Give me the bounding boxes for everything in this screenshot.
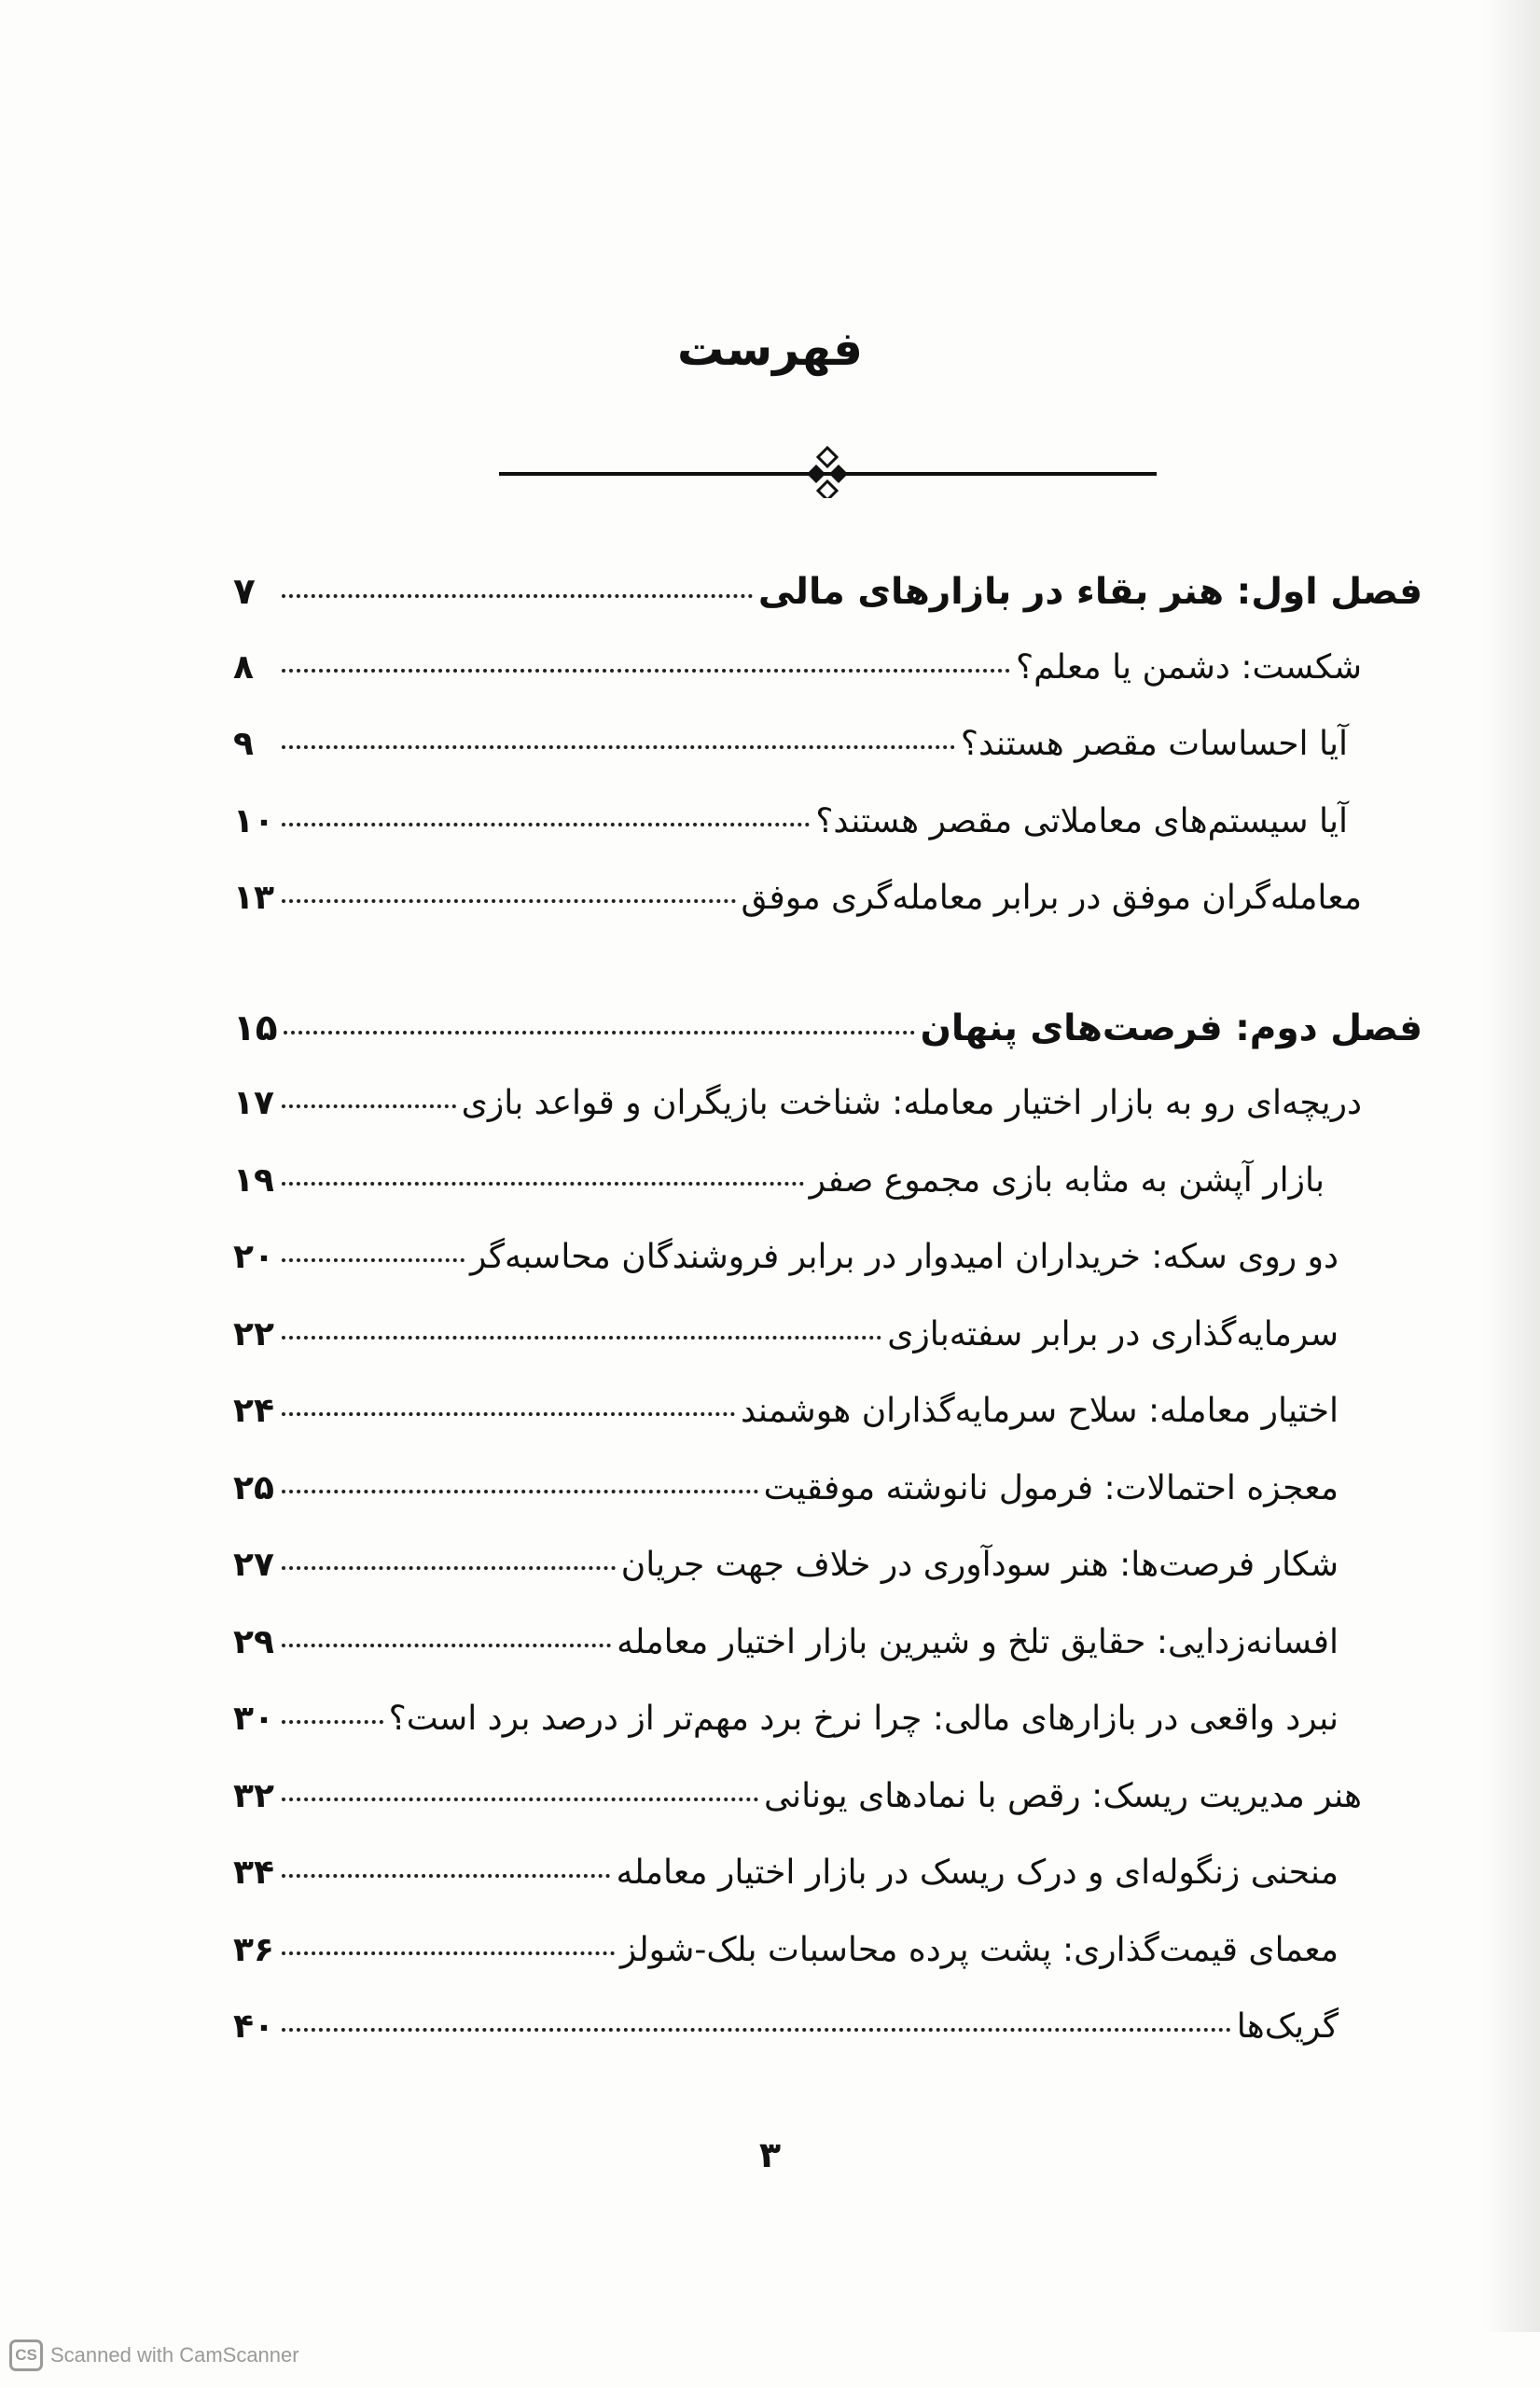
toc-page-number: ۲۲ [233, 1314, 274, 1354]
toc-entry [233, 1853, 1422, 1931]
toc-page-number: ۱۵ [233, 1007, 278, 1049]
camscanner-logo-icon: CS [9, 2339, 43, 2371]
toc-label: معمای قیمت‌گذاری: پشت پرده محاسبات بلک-شولز [619, 1930, 1339, 1969]
toc-label: گریک‌ها [1236, 2007, 1339, 2046]
toc-page-number: ۱۹ [233, 1160, 274, 1200]
toc-dot-leader [282, 1798, 758, 1801]
toc-entry [233, 802, 1422, 880]
toc-dot-leader [282, 1412, 735, 1416]
toc-page-number: ۳۶ [233, 1930, 274, 1969]
toc-entry [233, 648, 1422, 726]
toc-dot-leader [282, 1490, 758, 1493]
toc-page-number: ۳۲ [233, 1776, 274, 1815]
toc-dot-leader [282, 1720, 383, 1724]
toc-dot-leader [282, 669, 1010, 673]
toc-dot-leader [282, 2028, 1231, 2032]
toc-label: منحنی زنگوله‌ای و درک ریسک در بازار اختیار معامله [616, 1853, 1339, 1892]
toc-label: اختیار معامله: سلاح سرمایه‌گذاران هوشمند [740, 1392, 1339, 1430]
toc-dot-leader [282, 1644, 611, 1647]
table-of-contents [233, 571, 1422, 2085]
scanner-watermark [9, 2339, 299, 2371]
toc-chapter-2 [233, 1007, 1422, 1085]
toc-entry [233, 2007, 1422, 2085]
toc-entry [233, 879, 1422, 956]
toc-page-number: ۱۷ [233, 1084, 274, 1122]
toc-dot-leader [282, 823, 810, 826]
toc-page-number: ۲۵ [233, 1468, 274, 1507]
toc-label: سرمایه‌گذاری در برابر سفته‌بازی [887, 1314, 1339, 1354]
toc-entry [233, 1623, 1422, 1701]
toc-entry [233, 1546, 1422, 1623]
toc-page-number: ۲۷ [233, 1546, 274, 1584]
toc-entry [233, 1238, 1422, 1315]
toc-label: شکست: دشمن یا معلم؟ [1015, 647, 1362, 687]
toc-dot-leader [282, 1566, 616, 1570]
toc-dot-leader [282, 594, 753, 598]
toc-entry [233, 1931, 1422, 2008]
toc-entry [233, 1161, 1422, 1239]
toc-label: فصل اول: هنر بقاء در بازارهای مالی [757, 571, 1422, 613]
toc-entry [233, 1777, 1422, 1854]
toc-page-number: ۱۰ [233, 801, 274, 840]
toc-label: نبرد واقعی در بازارهای مالی: چرا نرخ برد مهم‌تر از درصد برد است؟ [388, 1700, 1339, 1738]
toc-section-gap [233, 956, 1422, 1007]
page-number: ۳ [758, 2134, 782, 2175]
ornament-divider [499, 446, 1157, 498]
toc-label: هنر مدیریت ریسک: رقص با نمادهای یونانی [764, 1776, 1362, 1815]
toc-page-number: ۲۴ [233, 1392, 274, 1430]
toc-entry [233, 1700, 1422, 1777]
toc-entry [233, 1315, 1422, 1393]
toc-dot-leader [284, 1031, 915, 1034]
toc-chapter-1 [233, 571, 1422, 648]
toc-label: معامله‌گران موفق در برابر معامله‌گری موفق [741, 879, 1362, 917]
page-title: فهرست [677, 322, 863, 376]
toc-entry [233, 725, 1422, 802]
toc-dot-leader [282, 1336, 881, 1340]
toc-entry [233, 1392, 1422, 1469]
toc-page-number: ۱۳ [233, 879, 274, 917]
watermark-text: Scanned with CamScanner [50, 2343, 299, 2367]
toc-label: دریچه‌ای رو به بازار اختیار معامله: شناخت بازیگران و قواعد بازی [461, 1084, 1362, 1122]
toc-page-number: ۷ [233, 571, 256, 613]
toc-dot-leader [282, 745, 955, 749]
toc-dot-leader [282, 1258, 465, 1262]
toc-label: فصل دوم: فرصت‌های پنهان [920, 1007, 1422, 1049]
toc-entry [233, 1084, 1422, 1161]
toc-label: بازار آپشن به مثابه بازی مجموع صفر [809, 1160, 1325, 1200]
toc-page-number: ۹ [233, 725, 254, 763]
toc-label: آیا احساسات مقصر هستند؟ [960, 725, 1348, 763]
toc-label: آیا سیستم‌های معاملاتی مقصر هستند؟ [815, 801, 1348, 840]
toc-label: دو روی سکه: خریداران امیدوار در برابر فروشندگان محاسبه‌گر [470, 1238, 1339, 1276]
toc-dot-leader [282, 1182, 804, 1186]
toc-label: معجزه احتمالات: فرمول نانوشته موفقیت [763, 1468, 1339, 1507]
toc-dot-leader [282, 1951, 615, 1955]
toc-page-number: ۲۰ [233, 1238, 274, 1276]
toc-dot-leader [282, 1874, 610, 1878]
toc-page-number: ۳۴ [233, 1853, 274, 1892]
toc-label: شکار فرصت‌ها: هنر سودآوری در خلاف جهت جریان [620, 1546, 1339, 1584]
toc-page-number: ۴۰ [233, 2007, 274, 2046]
toc-page-number: ۸ [233, 647, 254, 687]
toc-label: افسانه‌زدایی: حقایق تلخ و شیرین بازار اختیار معامله [617, 1622, 1339, 1661]
toc-entry [233, 1469, 1422, 1547]
toc-dot-leader [282, 1104, 456, 1108]
toc-page-number: ۲۹ [233, 1622, 274, 1661]
toc-page-number: ۳۰ [233, 1700, 274, 1738]
toc-dot-leader [282, 899, 736, 903]
